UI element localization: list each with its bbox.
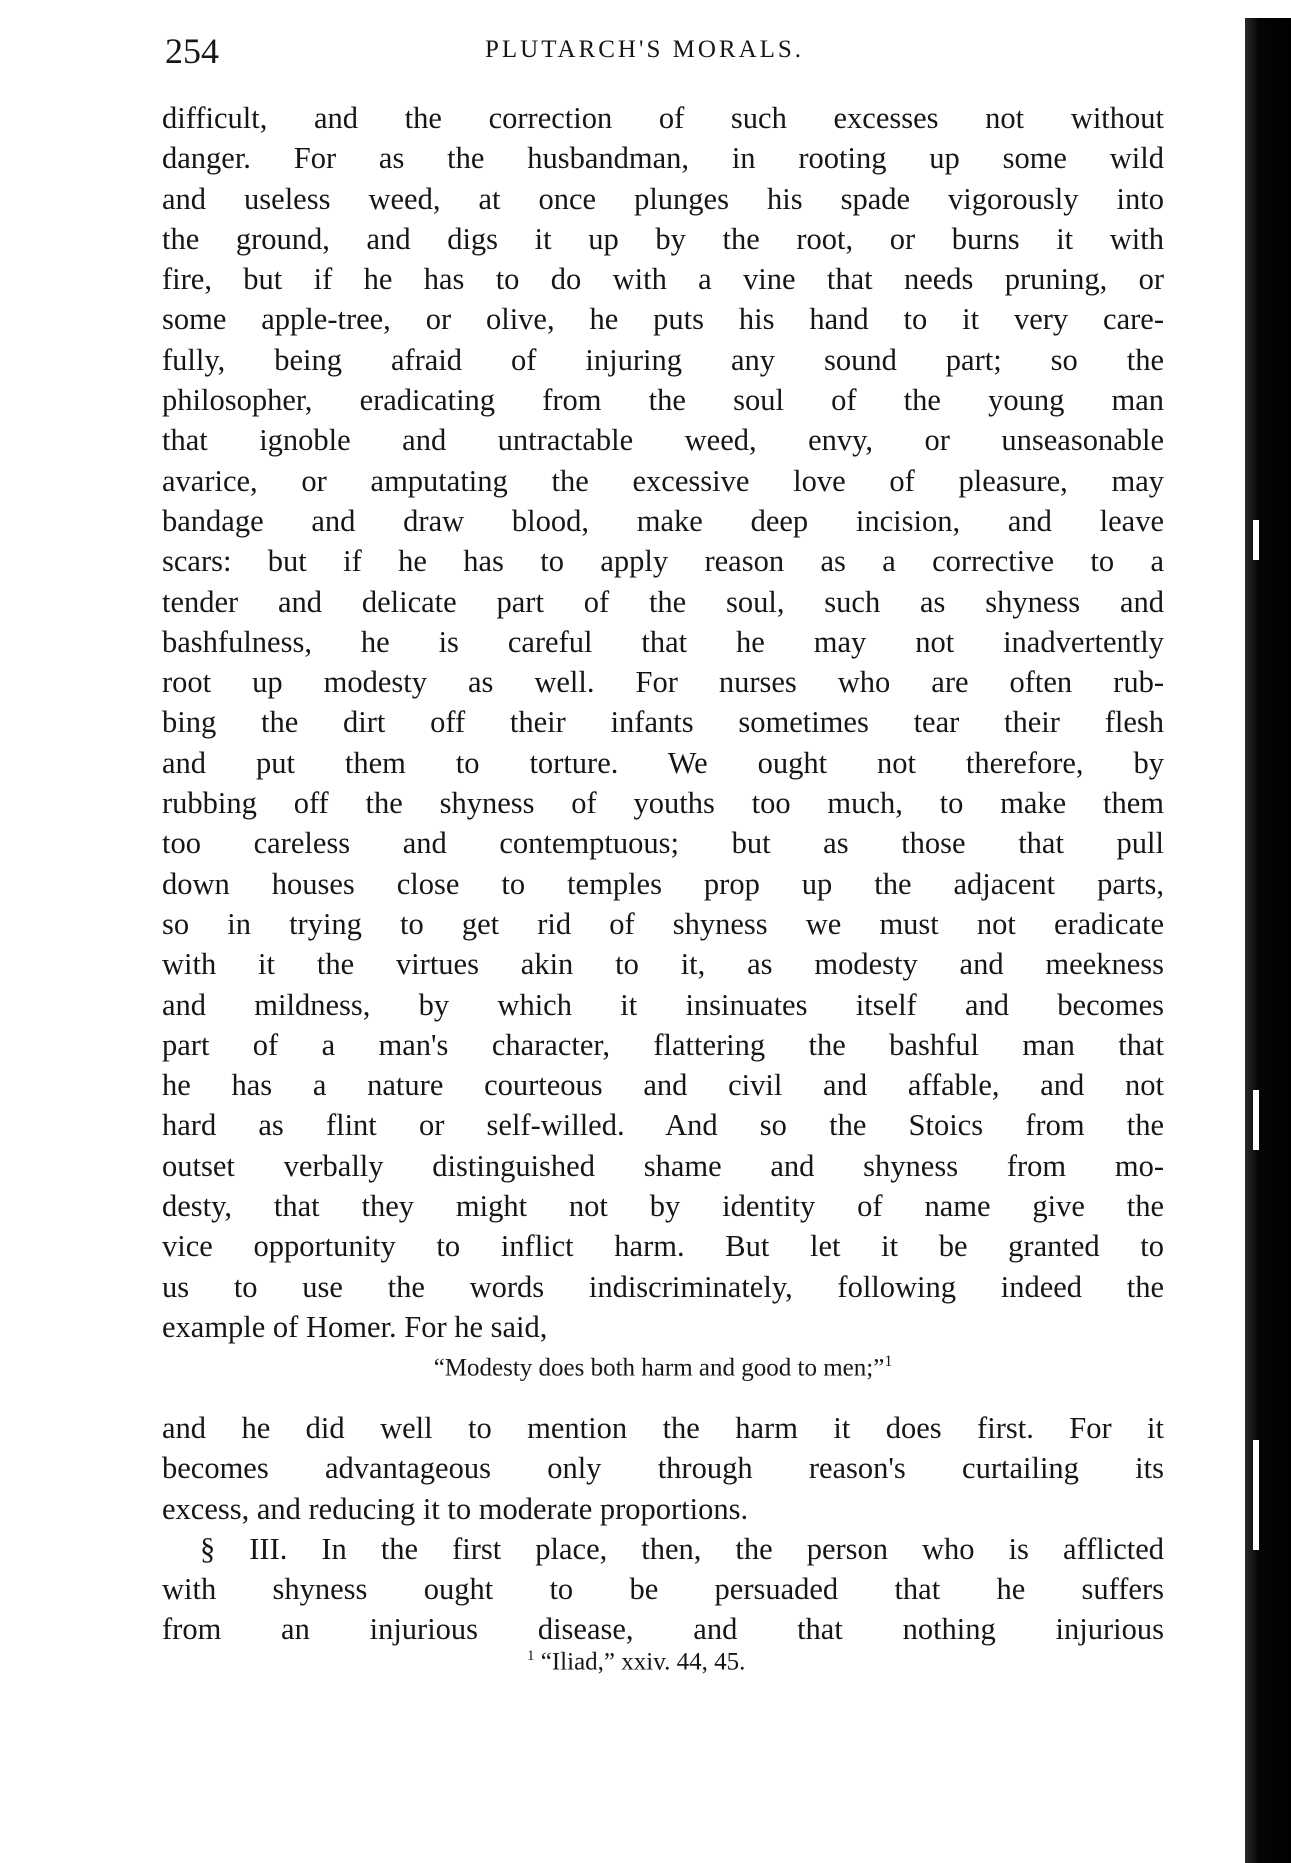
page-edge-shadow <box>1245 18 1291 1863</box>
text-line: some apple-tree, or olive, he puts his hand to it very care- <box>162 302 1164 337</box>
text-line: vice opportunity to inflict harm. But let it be granted to <box>162 1229 1164 1264</box>
paragraph-2 <box>162 1408 1164 1529</box>
text-line: with it the virtues akin to it, as modesty and meekness <box>162 947 1164 982</box>
running-head <box>165 30 1165 80</box>
text-line: excess, and reducing it to moderate proportions. <box>162 1491 749 1526</box>
text-line: difficult, and the correction of such excesses not without <box>162 101 1164 135</box>
text-line: with shyness ought to be persuaded that he suffers <box>162 1572 1164 1607</box>
continuation-text <box>162 1408 1164 1650</box>
footnote-marker: 1 <box>527 1648 535 1664</box>
footnote <box>527 1648 745 1676</box>
text-line: fully, being afraid of injuring any sound part; so the <box>162 342 1164 377</box>
text-line: hard as flint or self-willed. And so the Stoics from the <box>162 1108 1164 1143</box>
page-edge-gap <box>1253 520 1259 560</box>
text-line: philosopher, eradicating from the soul of the young man <box>162 383 1164 418</box>
text-line: from an injurious disease, and that nothing injurious <box>162 1612 1164 1647</box>
running-title: PLUTARCH'S MORALS. <box>485 36 805 63</box>
text-line: bandage and draw blood, make deep incision, and leave <box>162 503 1164 538</box>
quote-text: “Modesty does both harm and good to men;” <box>433 1354 885 1382</box>
text-line: that ignoble and untractable weed, envy, or unseasonable <box>162 423 1164 458</box>
text-line: desty, that they might not by identity of name give the <box>162 1189 1164 1224</box>
text-line: us to use the words indiscriminately, following indeed the <box>162 1269 1164 1304</box>
text-line: so in trying to get rid of shyness we must not eradicate <box>162 906 1164 941</box>
paragraph-3 <box>162 1529 1164 1650</box>
text-line: he has a nature courteous and civil and affable, and not <box>162 1068 1164 1103</box>
text-line: part of a man's character, flattering the bashful man that <box>162 1027 1164 1062</box>
text-line: § III. In the first place, then, the person who is afflicted <box>200 1531 1164 1566</box>
text-line: and he did well to mention the harm it does first. For it <box>162 1411 1164 1445</box>
text-line: too careless and contemptuous; but as those that pull <box>162 826 1164 861</box>
text-line: down houses close to temples prop up the adjacent parts, <box>162 866 1164 901</box>
text-line: fire, but if he has to do with a vine that needs pruning, or <box>162 262 1164 297</box>
text-line: danger. For as the husbandman, in rooting up some wild <box>162 141 1164 176</box>
footnote-text: “Iliad,” xxiv. 44, 45. <box>540 1648 746 1676</box>
text-line: bashfulness, he is careful that he may not inadvertently <box>162 624 1164 659</box>
text-line: tender and delicate part of the soul, such as shyness and <box>162 584 1164 619</box>
text-line: the ground, and digs it up by the root, or burns it with <box>162 221 1164 256</box>
paragraph-1 <box>162 98 1164 1347</box>
quote-footnote-marker: 1 <box>884 1353 893 1370</box>
text-line: bing the dirt off their infants sometimes tear their flesh <box>162 705 1164 740</box>
text-line: and mildness, by which it insinuates itself and becomes <box>162 987 1164 1022</box>
text-line: rubbing off the shyness of youths too much, to make them <box>162 786 1164 821</box>
page-edge-gap <box>1253 1090 1259 1150</box>
text-line: becomes advantageous only through reason's curtailing its <box>162 1451 1164 1486</box>
text-line: and put them to torture. We ought not therefore, by <box>162 745 1164 780</box>
page-edge-gap <box>1253 1440 1259 1550</box>
text-line: scars: but if he has to apply reason as a corrective to a <box>162 544 1164 579</box>
page-number: 254 <box>165 31 219 71</box>
text-line: and useless weed, at once plunges his spade vigorously into <box>162 181 1164 216</box>
text-line: avarice, or amputating the excessive love of pleasure, may <box>162 463 1164 498</box>
block-quote <box>162 1353 1164 1382</box>
text-line: root up modesty as well. For nurses who are often rub- <box>162 665 1164 700</box>
body-text <box>162 98 1164 1647</box>
text-line: example of Homer. For he said, <box>162 1309 548 1344</box>
text-line: outset verbally distinguished shame and shyness from mo- <box>162 1148 1164 1183</box>
